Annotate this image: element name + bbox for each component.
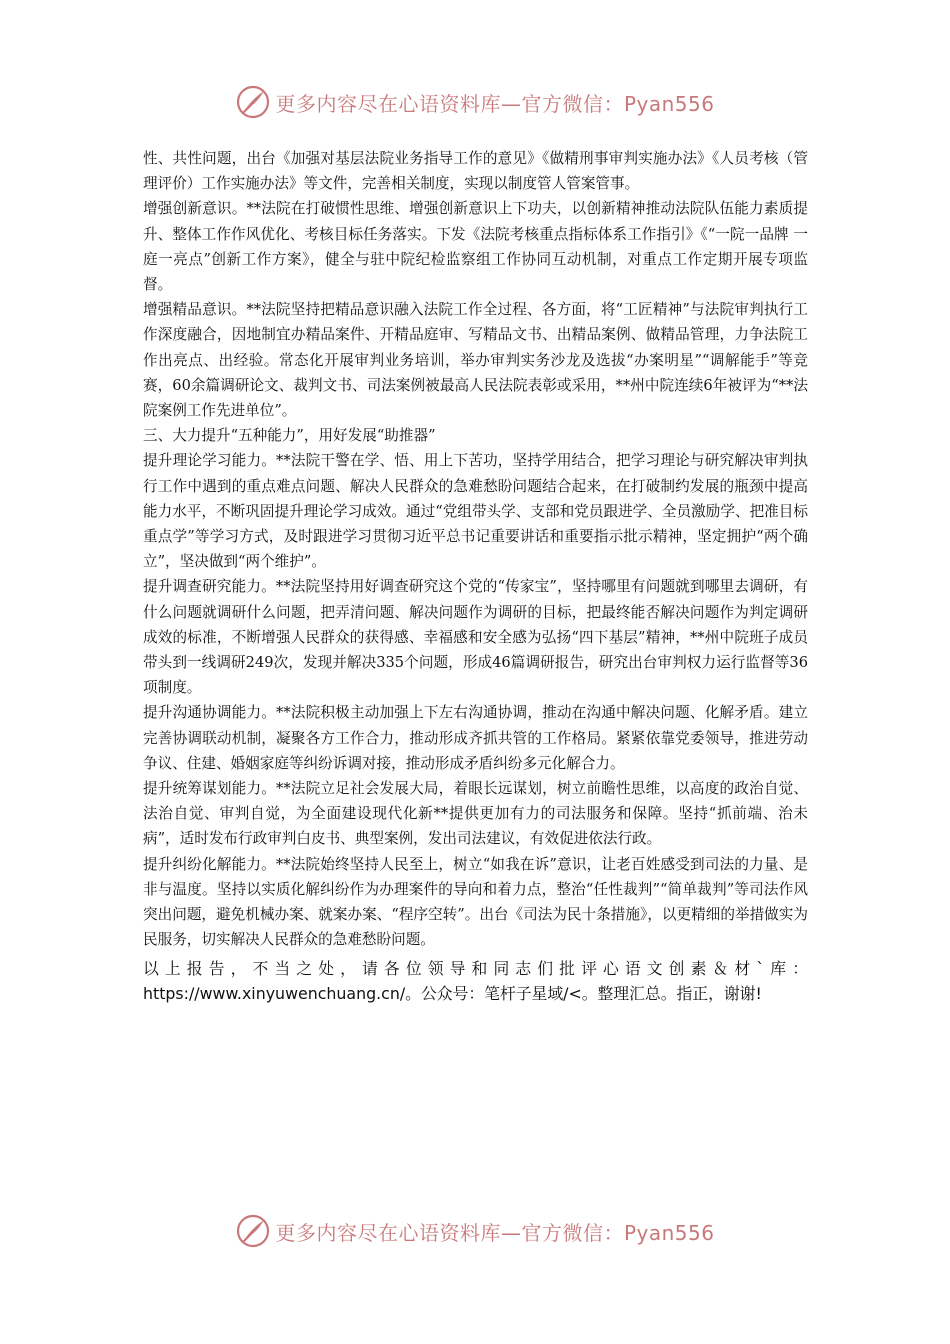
paragraph: 性、共性问题，出台《加强对基层法院业务指导工作的意见》《做精刑事审判实施办法》《人员考核（管理评价）工作实施办法》等文件，完善相关制度，实现以制度管人管案管事。	[143, 150, 808, 193]
quill-logo-icon	[235, 84, 271, 120]
document-body	[143, 146, 808, 1006]
banner-text: 更多内容尽在心语资料库—官方微信：Pyan556	[275, 91, 715, 116]
section-heading: 三、大力提升“五种能力”，用好发展“助推器”	[143, 427, 436, 445]
paragraph: 提升调查研究能力。**法院坚持用好调查研究这个党的“传家宝”，坚持哪里有问题就到哪里去调研，有什么问题就调研什么问题，把弄清问题、解决问题作为调研的目标，把最终能否解决问题作为判定调研成效的标准，不断增强人民群众的获得感、幸福感和安全感为弘扬“四下基层”精神，**州中院班子成员带头到一线调研249次，发现并解决335个问题，形成46篇调研报告，研究出台审判权力运行监督等36项制度。	[143, 578, 808, 697]
paragraph: 提升统筹谋划能力。**法院立足社会发展大局，着眼长远谋划，树立前瞻性思维，以高度的政治自觉、法治自觉、审判自觉，为全面建设现代化新**提供更加有力的司法服务和保障。坚持“抓前端、治未病”，适时发布行政审判白皮书、典型案例，发出司法建议，有效促进依法行政。	[143, 780, 808, 848]
paragraph: 提升纠纷化解能力。**法院始终坚持人民至上，树立“如我在诉”意识，让老百姓感受到司法的力量、是非与温度。坚持以实质化解纠纷作为办理案件的导向和着力点，整治“任性裁判”“简单裁判”等司法作风突出问题，避免机械办案、就案办案、“程序空转”。出台《司法为民十条措施》，以更精细的举措做实为民服务，切实解决人民群众的急难愁盼问题。	[143, 855, 808, 949]
paragraph: 提升理论学习能力。**法院干警在学、悟、用上下苦功，坚持学用结合，把学习理论与研究解决审判执行工作中遇到的重点难点问题、解决人民群众的急难愁盼问题结合起来，在打破制约发展的瓶颈中提高能力水平，不断巩固提升理论学习成效。通过“党组带头学、支部和党员跟进学、全员激励学、把准目标重点学”等学习方式，及时跟进学习贯彻习近平总书记重要讲话和重要指示批示精神，坚定拥护“两个确立”，坚决做到“两个维护”。	[143, 452, 808, 571]
header-watermark-banner	[0, 82, 950, 122]
banner-text: 更多内容尽在心语资料库—官方微信：Pyan556	[275, 1220, 715, 1245]
paragraph: 提升沟通协调能力。**法院积极主动加强上下左右沟通协调，推动在沟通中解决问题、化解矛盾。建立完善协调联动机制，凝聚各方工作合力，推动形成齐抓共管的工作格局。紧紧依靠党委领导，推进劳动争议、住建、婚姻家庭等纠纷诉调对接，推动形成矛盾纠纷多元化解合力。	[143, 704, 808, 772]
closing-paragraph: 以上报告，不当之处，请各位领导和同志们批评心语文创素＆材`库：https://www.xinyuwenchuang.cn/。公众号：笔杆子星域/<。整理汇总。指正，谢谢!	[143, 958, 808, 1003]
paragraph: 增强精品意识。**法院坚持把精品意识融入法院工作全过程、各方面，将“工匠精神”与法院审判执行工作深度融合，因地制宜办精品案件、开精品庭审、写精品文书、出精品案例、做精品管理，力争法院工作出亮点、出经验。常态化开展审判业务培训，举办审判实务沙龙及选拔“办案明星”“调解能手”等竞赛，60余篇调研论文、裁判文书、司法案例被最高人民法院表彰或采用，**州中院连续6年被评为“**法院案例工作先进单位”。	[143, 301, 808, 420]
quill-logo-icon	[235, 1213, 271, 1249]
footer-watermark-banner	[0, 1211, 950, 1251]
paragraph: 增强创新意识。**法院在打破惯性思维、增强创新意识上下功夫，以创新精神推动法院队伍能力素质提升、整体工作作风优化、考核目标任务落实。下发《法院考核重点指标体系工作指引》《“一院一品牌 一庭一亮点”创新工作方案》，健全与驻中院纪检监察组工作协同互动机制，对重点工作定期开展专项监督。	[143, 200, 808, 294]
